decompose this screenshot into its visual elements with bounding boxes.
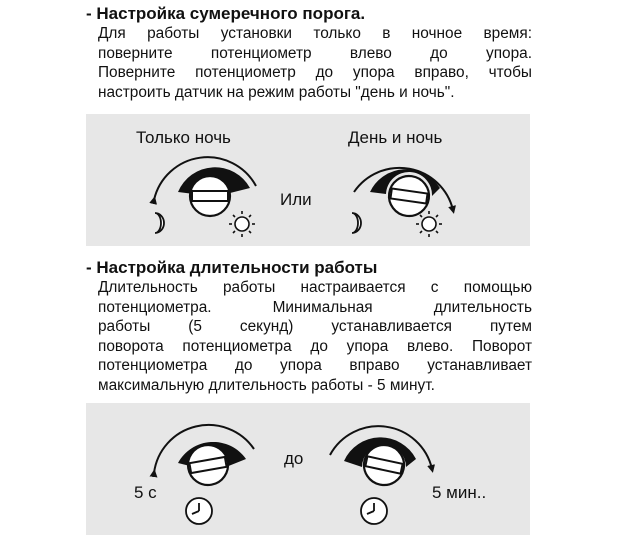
left-dial-group [154,157,256,237]
twilight-line-3: Поверните потенциометр до упора вправо, чтобы [98,64,532,82]
duration-diagram-panel [86,403,530,535]
sun-icon [229,211,255,237]
duration-heading: - Настройка длительности работы [86,258,378,277]
twilight-line-1: Для работы установки только в ночное время: [98,25,532,42]
moon-icon [352,213,361,233]
right-dial-group [352,168,453,237]
to-label: до [284,449,304,468]
sun-icon [416,211,442,237]
potentiometer-dial-icon [190,176,230,216]
or-label: Или [280,190,312,209]
duration-line-5: потенциометра до упора вправо устанавливает [98,357,532,375]
section-twilight-threshold [86,4,532,102]
duration-line-2: потенциометра. Минимальная длительность [98,298,532,316]
day-and-night-label: День и ночь [348,128,443,147]
duration-line-6: максимальную длительность работы - 5 минут. [98,376,435,394]
max-duration-label: 5 мин.. [432,483,487,502]
min-duration-label: 5 с [134,483,157,502]
clock-icon [361,498,387,524]
twilight-heading: - Настройка сумеречного порога. [86,4,366,23]
duration-diagram [86,403,530,535]
duration-line-4: поворота потенциометра до упора влево. Поворот [98,337,532,355]
duration-line-3: работы (5 секунд) устанавливается путем [98,318,532,336]
twilight-paragraph [98,24,532,102]
potentiometer-dial-icon [386,173,431,218]
duration-paragraph [98,278,532,396]
moon-icon [155,213,164,233]
twilight-line-2: поверните потенциометр влево до упора. [98,44,532,62]
duration-line-1: Длительность работы настраивается с помощью [98,279,532,296]
clock-icon [186,498,212,524]
left-dial-group [154,425,254,524]
only-night-label: Только ночь [136,128,231,147]
twilight-line-4: настроить датчик на режим работы "день и ночь". [98,83,455,101]
section-operating-duration [86,258,532,396]
right-dial-group [330,426,432,524]
twilight-diagram-panel [86,114,530,246]
